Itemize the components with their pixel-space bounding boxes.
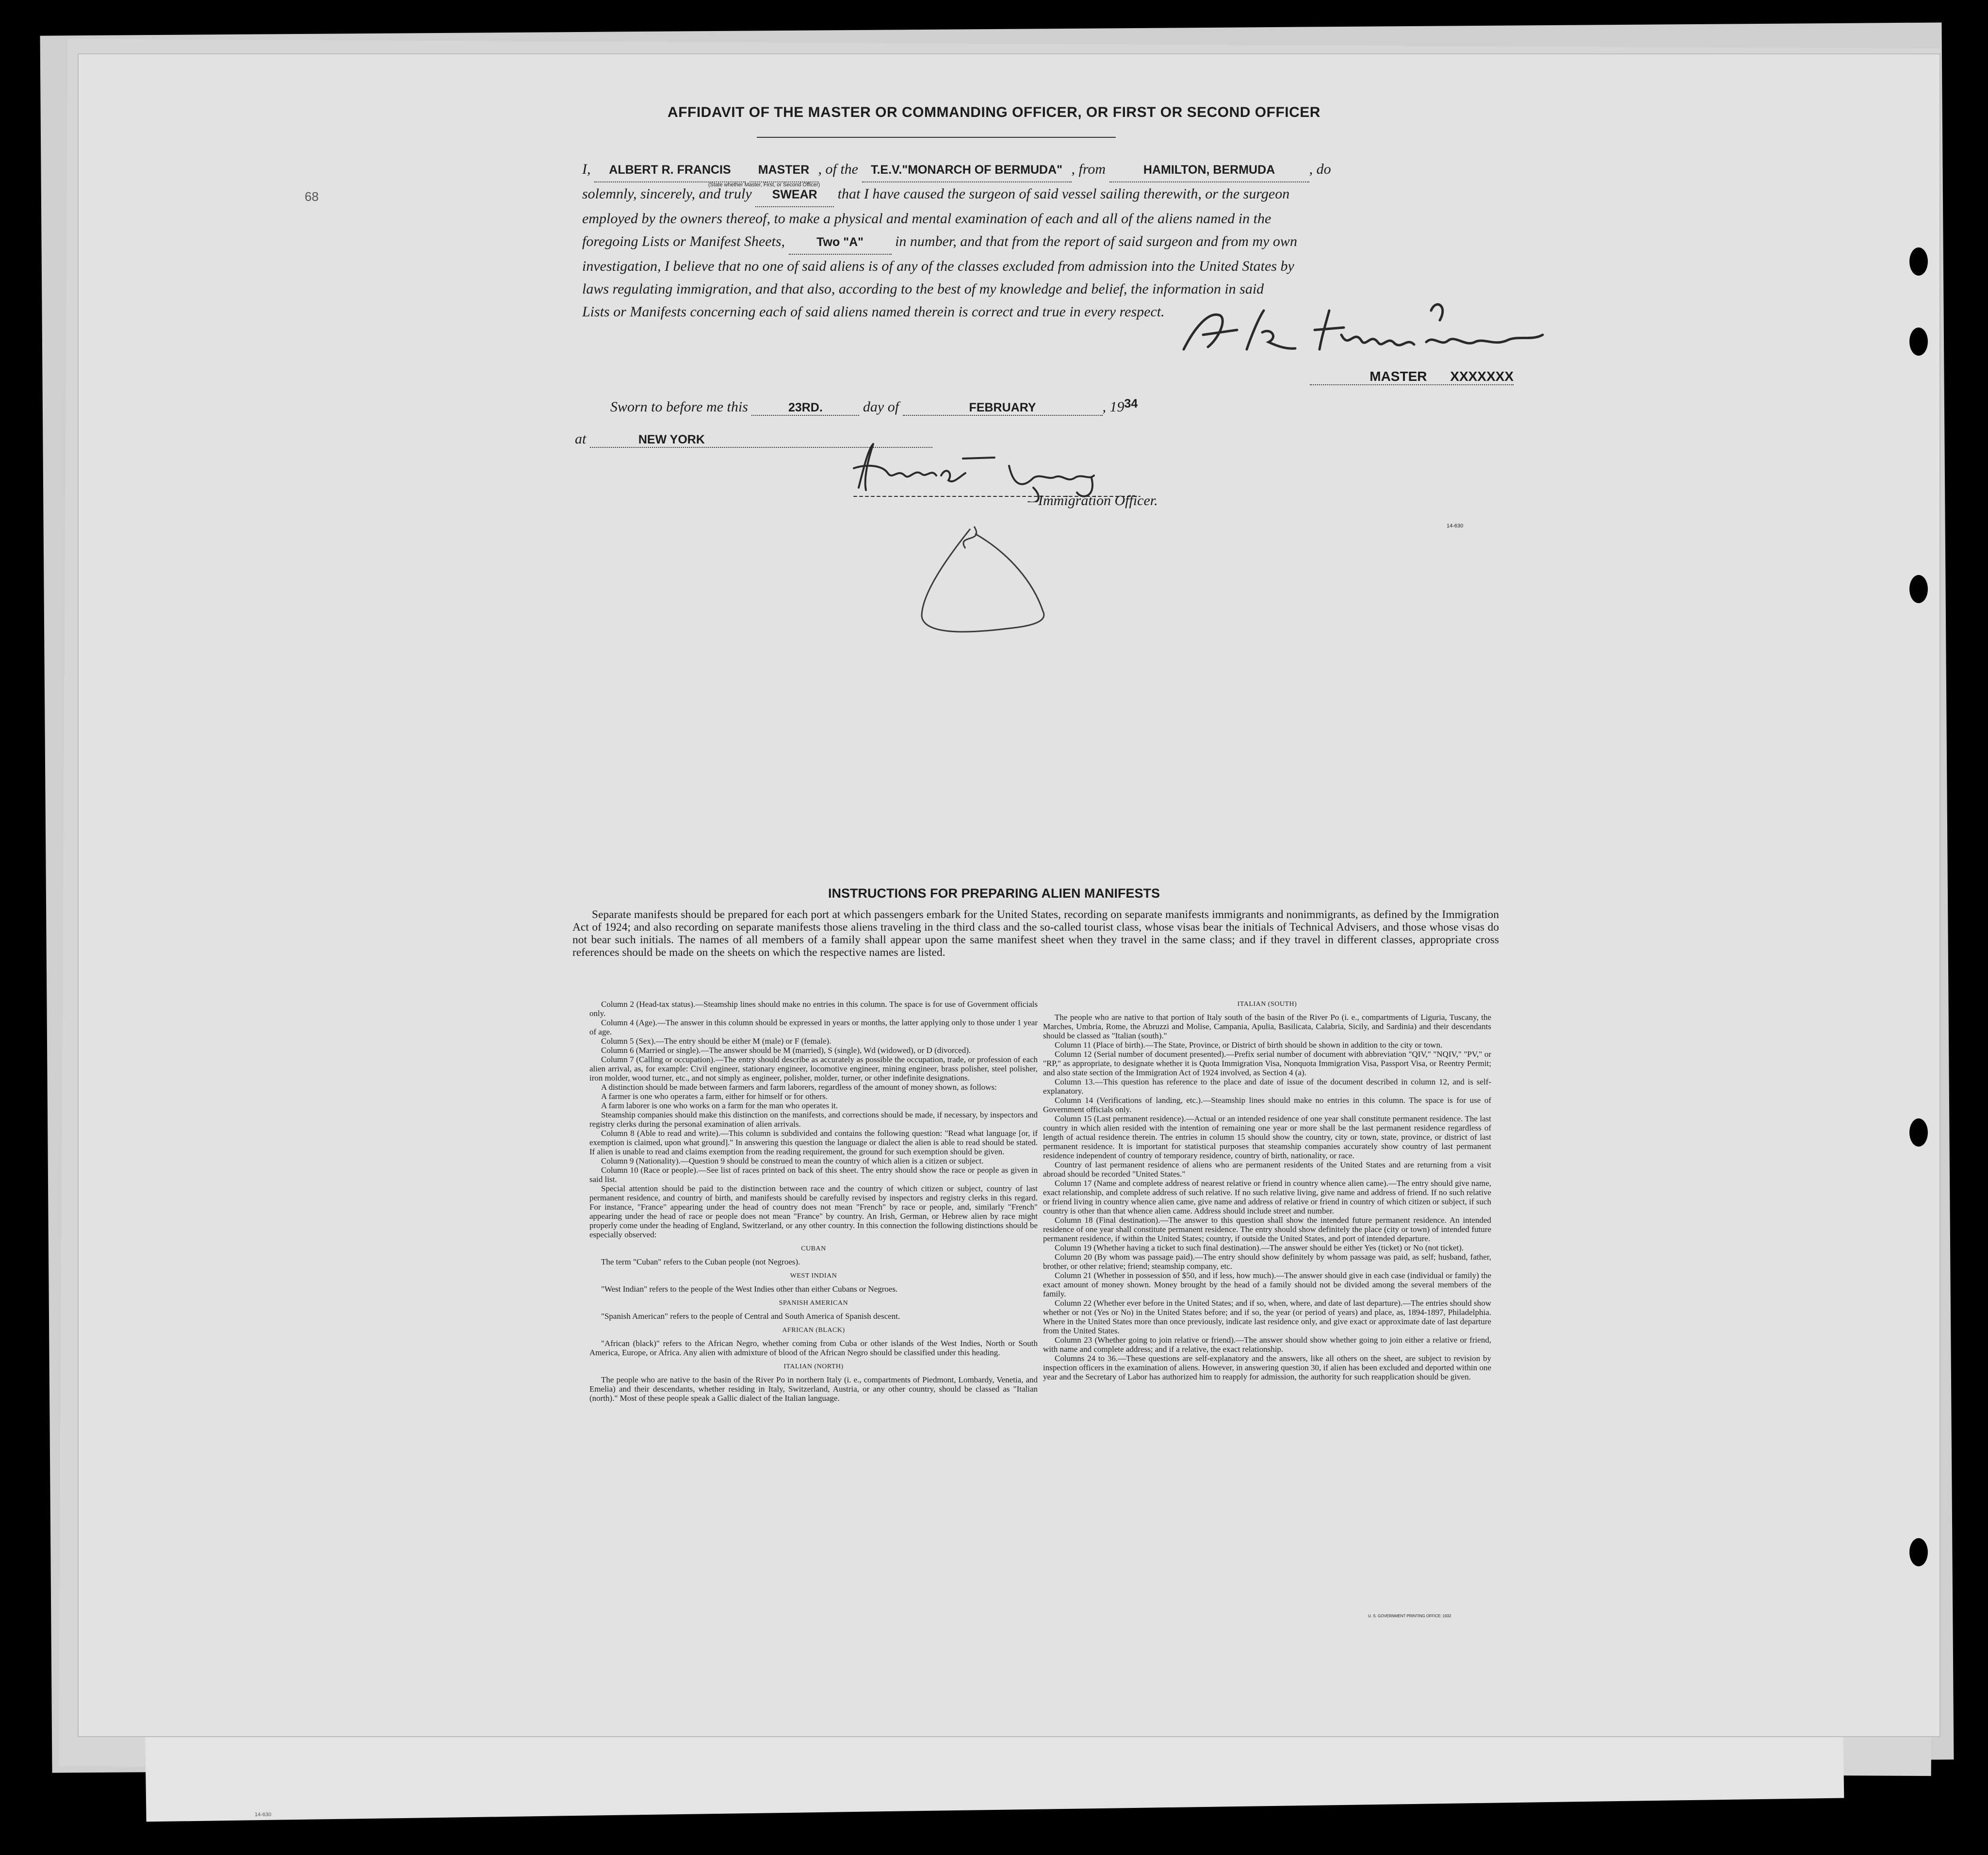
- section-heading-spanish-american: SPANISH AMERICAN: [779, 1299, 848, 1307]
- affidavit-line: laws regulating immigration, and that also, according to the best of my knowledge and belief, the information in said: [582, 281, 1264, 297]
- instruction-paragraph: Column 20 (By whom was passage paid).—The entry should show definitely by whom passage was paid, as self; husband, father, brother, or other relative; friend; steamship company, etc.: [1043, 1252, 1491, 1271]
- affidavit-text: foregoing Lists or Manifest Sheets,: [582, 233, 785, 249]
- instruction-paragraph: Country of last permanent residence of aliens who are permanent residents of the United States and are returning from a visit abroad should be recorded "United States.": [1043, 1160, 1491, 1179]
- binder-hole: [1909, 1538, 1928, 1566]
- immigration-officer-label: Immigration Officer.: [1038, 492, 1158, 509]
- oath-field: SWEAR: [755, 183, 834, 207]
- instruction-paragraph: "Spanish American" refers to the people of Central and South America of Spanish descent.: [601, 1312, 900, 1321]
- section-heading-italian-north: ITALIAN (NORTH): [783, 1363, 844, 1370]
- binder-hole: [1909, 1118, 1928, 1147]
- instruction-paragraph: "African (black)" refers to the African Negro, whether coming from Cuba or other islands of the West Indies, North or South America, Europe, or Africa. Any alien with admixture of blood of the African Negro should be classified under this heading.: [589, 1339, 1038, 1357]
- affidavit-text: solemnly, sincerely, and truly: [582, 186, 752, 202]
- instructions-intro: Separate manifests should be prepared for each port at which passengers embark for the United States, recording on separate manifests immigrants and nonimmigrants, as defined by the Immigration Act of 1924; and also recording on separate manifests those aliens traveling in the third class and the so-called tourist class, whose visas bear the initials of Technical Advisers, and those whose visas do not bear such initials. The names of all members of a family shall appear upon the same manifest sheet when they travel in the same class; and if they travel in different classes, appropriate cross references should be made on the sheets on which the respective names are listed.: [572, 908, 1499, 959]
- instruction-paragraph: Columns 24 to 36.—These questions are self-explanatory and the answers, like all others on the sheet, are subject to revision by inspection officers in the examination of aliens. However, in answering question 30, if alien has been excluded and deported within one year and the Secretary of Labor has authorized him to reapply for admission, the authority for such reapplication should be given.: [1043, 1354, 1491, 1381]
- affidavit-line: investigation, I believe that no one of said aliens is of any of the classes excluded from admission into the United States by: [582, 258, 1294, 274]
- binder-hole: [1909, 575, 1928, 603]
- instruction-paragraph: Column 13.—This question has reference to the place and date of issue of the document described in column 12, and is self-explanatory.: [1043, 1077, 1491, 1096]
- sheet-count-field: Two "A": [789, 231, 892, 255]
- struck-out-text: XXXXXXX: [1450, 369, 1514, 384]
- sworn-month-field: FEBRUARY: [903, 401, 1103, 416]
- affidavit-line: [582, 182, 1514, 207]
- binder-hole: [1909, 328, 1928, 356]
- affidavit-line: Lists or Manifests concerning each of said aliens named therein is correct and true in every respect.: [582, 304, 1165, 320]
- margin-mark: 68: [305, 189, 319, 204]
- instructions-left-column: [589, 1000, 1038, 1403]
- printer-imprint: U. S. GOVERNMENT PRINTING OFFICE: 1932: [1368, 1614, 1451, 1618]
- instruction-paragraph: Column 23 (Whether going to join relative or friend).—The answer should show whether going to join either a relative or friend, with name and complete address; and if a relative, the exact relationship.: [1043, 1335, 1491, 1354]
- instructions-right-column: [1043, 1000, 1491, 1381]
- affidavit-text: in number, and that from the report of said surgeon and from my own: [895, 233, 1297, 249]
- sworn-text: Sworn to before me this: [610, 399, 748, 415]
- form-number: 14-630: [1447, 523, 1464, 529]
- signatory-rank: MASTER: [1369, 369, 1427, 384]
- affidavit-text: I,: [582, 161, 591, 177]
- sworn-text: day of: [863, 399, 899, 415]
- instruction-paragraph: "West Indian" refers to the people of the West Indies other than either Cubans or Negroes.: [601, 1284, 898, 1294]
- affidavit-line: employed by the owners thereof, to make a physical and mental examination of each and all of the aliens named in the: [582, 211, 1271, 227]
- rank-note: (State whether Master, First, or Second Officer): [708, 182, 820, 188]
- title-divider: [757, 137, 1116, 138]
- binder-hole: [1909, 247, 1928, 276]
- instruction-paragraph: Column 17 (Name and complete address of nearest relative or friend in country whence alien came).—The entry should give name, exact relationship, and complete address of such relative. If no such relative living, give name and address of friend. If no such relative or friend living in country whence alien came, give name and address of relative or friend in country of which citizen or subject, if such country is other than that whence alien came. Address should include street and number.: [1043, 1179, 1491, 1215]
- instruction-paragraph: Column 11 (Place of birth).—The State, Province, or District of birth should be shown in addition to the city or town.: [1055, 1040, 1443, 1050]
- instruction-paragraph: Column 12 (Serial number of document presented).—Prefix serial number of document with abbreviation "QIV," "NQIV," "PV," or "RP," as appropriate, to designate whether it is Quota Immigration Visa, Nonquota Immigration Visa, Passport Visa, or Reentry Permit; and also state section of the Immigration Act of 1924 involved, as Section 4 (a).: [1043, 1050, 1491, 1077]
- sworn-year-field: 34: [1124, 397, 1138, 410]
- affidavit-text: , do: [1309, 161, 1331, 177]
- instruction-paragraph: Column 5 (Sex).—The entry should be either M (male) or F (female).: [601, 1036, 831, 1046]
- instruction-paragraph: Column 15 (Last permanent residence).—Actual or an intended residence of one year shall constitute permanent residence. The last country in which alien resided with the intention of remaining one year or more shall be the last permanent residence regardless of length of actual residence therein. The entries in column 15 should show the country, city or town, state, province, or district of last permanent residence. It is important for statistical purposes that steamship companies accurately show country of last permanent residence independent of country of temporary residence, country of birth, nationality, or race.: [1043, 1114, 1491, 1160]
- instruction-paragraph: The people who are native to the basin of the River Po in northern Italy (i. e., compartments of Piedmont, Lombardy, Venetia, and Emelia) and their descendants, whether residing in Italy, Switzerland, Austria, or any other country, should be classed as "Italian (north)." Most of these people speak a Gallic dialect of the Italian language.: [589, 1375, 1038, 1403]
- section-heading-african: AFRICAN (BLACK): [782, 1327, 845, 1334]
- section-heading-italian-south: ITALIAN (SOUTH): [1237, 1001, 1297, 1008]
- instruction-paragraph: Steamship companies should make this distinction on the manifests, and corrections should be made, if necessary, by inspectors and registry clerks during the personal examination of alien arrivals.: [589, 1110, 1038, 1129]
- place-label: at: [575, 431, 587, 447]
- instruction-paragraph: Column 2 (Head-tax status).—Steamship lines should make no entries in this column. The space is for use of Government officials only.: [589, 1000, 1038, 1018]
- instruction-paragraph: Special attention should be paid to the distinction between race and the country of which citizen or subject, country of last permanent residence, and country of birth, and manifests should be carefully revised by inspectors and registry clerks in this regard. For instance, "France" appearing under the head of country does not mean "French" by race or people, and, similarly "French" appearing under the head of race or people does not mean "France" by country. An Irish, German, or Hebrew alien by race might properly come under the heading of England, Switzerland, or any other country. In this connection the following distinctions should be especially observed:: [589, 1184, 1038, 1239]
- affidavit-text: , of the: [818, 161, 858, 177]
- instruction-paragraph: Column 9 (Nationality).—Question 9 should be construed to mean the country of which alien is a citizen or subject.: [601, 1156, 984, 1166]
- affidavit-body: [582, 158, 1514, 323]
- pencil-mark: [912, 524, 1058, 640]
- master-signature: [1174, 301, 1552, 364]
- place-field: NEW YORK: [590, 433, 932, 448]
- section-heading-cuban: CUBAN: [801, 1245, 826, 1252]
- instruction-paragraph: Column 22 (Whether ever before in the United States; and if so, when, where, and date of last departure).—The entries should show whether or not (Yes or No) in the United States before; and if so, the year (or period of years) and place, as, 1894-1897, Philadelphia. Where in the United States more than once previously, indicate last residence only, and give exact or approximate date of last departure from the United States.: [1043, 1298, 1491, 1335]
- signatory-title: [1310, 369, 1514, 385]
- sworn-day-field: 23RD.: [751, 401, 859, 416]
- instruction-paragraph: Column 8 (Able to read and write).—This column is subdivided and contains the following question: "Read what language [or, if exemption is claimed, upon what ground]." In answering this question the language or dialect the alien is able to read should be stated. If alien is unable to read and claims exemption from the reading requirement, the ground for such exemption should be given.: [589, 1129, 1038, 1156]
- instruction-paragraph: Column 21 (Whether in possession of $50, and if less, how much).—The answer should give in each case (individual or family) the exact amount of money shown. Money brought by the head of a family should not be divided among the several members of the family.: [1043, 1271, 1491, 1298]
- affidavit-text: that I have caused the surgeon of said vessel sailing therewith, or the surgeon: [837, 186, 1290, 202]
- sworn-text: , 19: [1102, 399, 1124, 415]
- instruction-paragraph: A distinction should be made between farmers and farm laborers, regardless of the amount of money shown, as follows:: [601, 1083, 997, 1092]
- instruction-paragraph: Column 6 (Married or single).—The answer should be M (married), S (single), Wd (widowed), or D (divorced).: [601, 1046, 971, 1055]
- instruction-paragraph: Column 18 (Final destination).—The answer to this question shall show the intended future permanent residence. An intended residence of one year shall constitute permanent residence. The entry should show definitely the place (city or town) of intended future permanent residence, if within the United States; country, if outside the United States, and port of intended departure.: [1043, 1215, 1491, 1243]
- instruction-paragraph: Column 19 (Whether having a ticket to such final destination).—The answer should be either Yes (ticket) or No (not ticket).: [1055, 1243, 1464, 1252]
- instruction-paragraph: A farm laborer is one who works on a farm for the man who operates it.: [601, 1101, 838, 1110]
- rank-field: MASTER: [750, 159, 818, 182]
- vessel-field: T.E.V."MONARCH OF BERMUDA": [862, 159, 1072, 182]
- port-field: HAMILTON, BERMUDA: [1109, 159, 1309, 182]
- affidavit-line: [582, 230, 1514, 255]
- section-heading-west-indian: WEST INDIAN: [790, 1272, 837, 1280]
- instruction-paragraph: A farmer is one who operates a farm, either for himself or for others.: [601, 1092, 828, 1101]
- instructions-title: INSTRUCTIONS FOR PREPARING ALIEN MANIFESTS: [828, 886, 1160, 901]
- affidavit-text: , from: [1071, 161, 1106, 177]
- instruction-paragraph: The people who are native to that portion of Italy south of the basin of the River Po (i. e., compartments of Liguria, Tuscany, the Marches, Umbria, Rome, the Abruzzi and Molise, Campania, Apulia, Basilicata, Calabria, Sicily, and Sardinia) and their descendants should be classed as "Italian (south).": [1043, 1013, 1491, 1040]
- master-name-field: ALBERT R. FRANCIS: [594, 159, 746, 182]
- sworn-line: [610, 399, 1144, 416]
- affidavit-title: AFFIDAVIT OF THE MASTER OR COMMANDING OFFICER, OR FIRST OR SECOND OFFICER: [668, 104, 1320, 120]
- instruction-paragraph: Column 4 (Age).—The answer in this column should be expressed in years or months, the latter applying only to those under 1 year of age.: [589, 1018, 1038, 1036]
- instruction-paragraph: Column 14 (Verifications of landing, etc.).—Steamship lines should make no entries in this column. The space is for use of Government officials only.: [1043, 1096, 1491, 1114]
- form-number-bottom: 14-630: [255, 1812, 272, 1818]
- instruction-paragraph: The term "Cuban" refers to the Cuban people (not Negroes).: [601, 1257, 800, 1266]
- instruction-paragraph: Column 7 (Calling or occupation).—The entry should describe as accurately as possible the occupation, trade, or profession of each alien arrival, as, for example: Civil engineer, stationary engineer, locomotive engineer, mining engineer, brass polisher, steel polisher, iron molder, wood turner, etc., and not simply as engineer, polisher, molder, turner, or other indefinite designations.: [589, 1055, 1038, 1083]
- affidavit-line: [582, 158, 1514, 188]
- instruction-paragraph: Column 10 (Race or people).—See list of races printed on back of this sheet. The entry should show the race or people as given in said list.: [589, 1166, 1038, 1184]
